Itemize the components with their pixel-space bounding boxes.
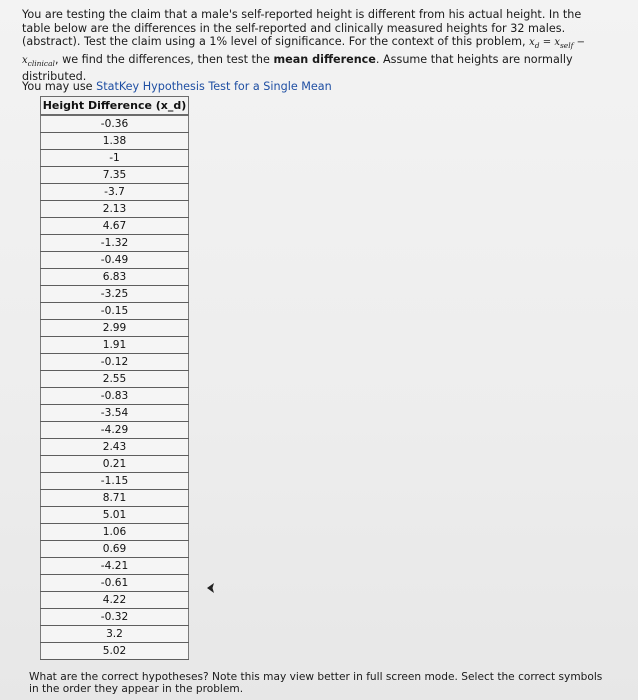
statkey-line [22,80,332,93]
table-body [41,115,189,660]
problem-text-part2: , we find the differences, then test the [54,52,270,66]
table-row [41,269,189,286]
table-cell: 5.01 [41,507,189,524]
table-row [41,541,189,558]
statkey-prefix: You may use [22,80,97,93]
table-row [41,405,189,422]
table-row [41,422,189,439]
table-cell: -0.32 [41,609,189,626]
table-cell: -1.32 [41,235,189,252]
table-cell: -0.61 [41,575,189,592]
table-row [41,218,189,235]
table-cell: 1.06 [41,524,189,541]
table-cell: 7.35 [41,167,189,184]
table-cell: 6.83 [41,269,189,286]
table-row [41,320,189,337]
table-cell: -0.12 [41,354,189,371]
table-cell: 5.02 [41,643,189,660]
table-row [41,252,189,269]
question-text: What are the correct hypotheses? Note this may view better in full screen mode. Select the correct symbols in the order they appear in the problem. [29,671,603,695]
table-cell: 0.69 [41,541,189,558]
table-cell: -1 [41,150,189,167]
math-expression: $x_d = x_{self} - x_{clinical}$ [22,37,585,68]
table-row [41,524,189,541]
table-row [41,473,189,490]
table-cell: 4.67 [41,218,189,235]
height-difference-table [40,96,189,660]
problem-text-part1: You are testing the claim that a male's self-reported height is different from his actual height. In the table below are the differences in the self-reported and clinically measured heights for 32 males. (abstract). Test the claim using a 1% level of significance. For the context of this problem, [22,8,582,49]
table-cell: -0.49 [41,252,189,269]
bold-phrase: mean difference [273,52,376,66]
table-cell: 8.71 [41,490,189,507]
table-cell: -3.7 [41,184,189,201]
table-row [41,133,189,150]
table-row [41,201,189,218]
table-cell: 4.22 [41,592,189,609]
table-row [41,371,189,388]
table-row [41,626,189,643]
table-row [41,456,189,473]
table-cell: 1.91 [41,337,189,354]
table-cell: 3.2 [41,626,189,643]
table-row [41,609,189,626]
table-row [41,337,189,354]
table-row [41,507,189,524]
statkey-link[interactable]: StatKey Hypothesis Test for a Single Mean [96,80,332,93]
table-cell: 2.99 [41,320,189,337]
table-cell: -0.36 [41,115,189,133]
table-row [41,558,189,575]
problem-text-part3: . Assume that heights are normally distributed. [22,52,573,84]
table-cell: -3.54 [41,405,189,422]
problem-statement [22,8,612,84]
table-cell: 2.55 [41,371,189,388]
table-row [41,575,189,592]
table-row [41,354,189,371]
table-row [41,643,189,660]
table-header: Height Difference (x_d) [41,97,189,116]
table-cell: -1.15 [41,473,189,490]
table-cell: 1.38 [41,133,189,150]
table-row [41,286,189,303]
table-cell: 2.43 [41,439,189,456]
table-row [41,303,189,320]
table-header-row [41,97,189,116]
table-cell: 0.21 [41,456,189,473]
table-row [41,115,189,133]
table-row [41,167,189,184]
table-cell: 2.13 [41,201,189,218]
table-cell: -0.83 [41,388,189,405]
table-cell: -3.25 [41,286,189,303]
table-row [41,388,189,405]
table-row [41,150,189,167]
table-row [41,592,189,609]
table-row [41,490,189,507]
table-cell: -4.29 [41,422,189,439]
table-row [41,184,189,201]
table-cell: -0.15 [41,303,189,320]
table-row [41,439,189,456]
table-cell: -4.21 [41,558,189,575]
table-row [41,235,189,252]
mouse-cursor-icon [206,582,216,594]
